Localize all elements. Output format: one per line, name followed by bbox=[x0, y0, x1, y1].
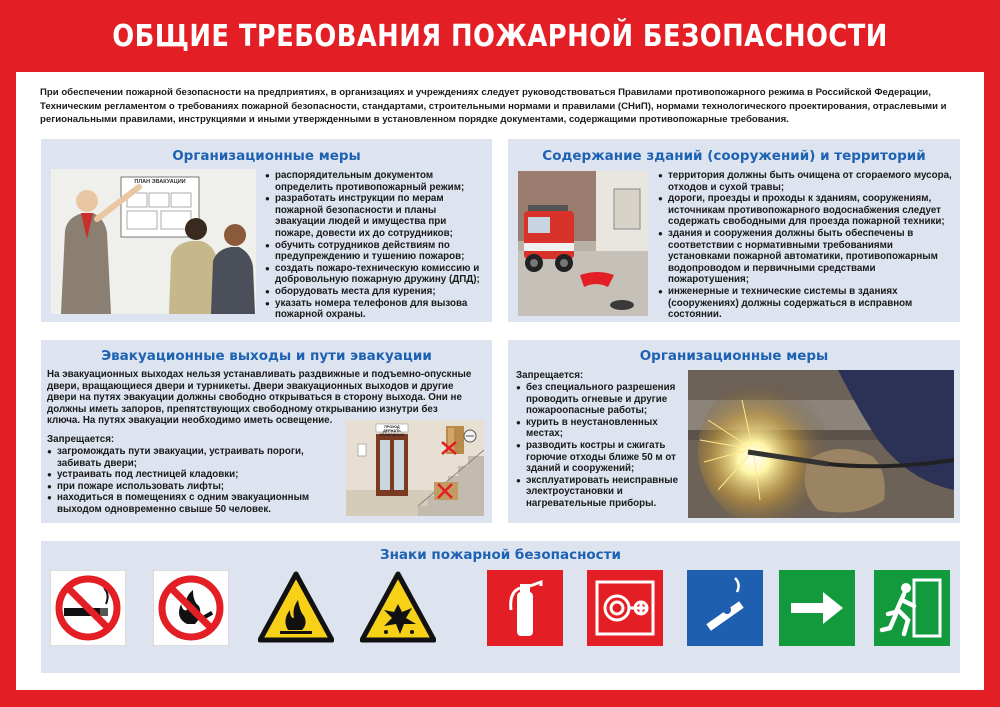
panel-title: Организационные меры bbox=[172, 148, 361, 164]
list-item: ● эксплуатировать неисправные электроустановки и нагревательные приборы. bbox=[516, 475, 684, 510]
list-item: ● загромождать пути эвакуации, устраивать пороги, забивать двери; bbox=[47, 446, 337, 469]
intro-text: При обеспечении пожарной безопасности на предприятиях, в организациях и учреждениях следует руководствоваться Правилами противопожарного режима в Российской Федерации, Техническим регламентом о требованиях пожарной безопасности, стандартами, строительными нормами и правилами (СНиП), нормами технологического проектирования, отраслевыми и региональными правилами, инструкциями и иными утвержденными в установленном порядке документами, содержащими противопожарные требования. bbox=[40, 87, 947, 125]
explosive-warning-icon bbox=[360, 570, 436, 646]
direction-arrow-icon bbox=[779, 570, 855, 646]
no-open-flame-icon bbox=[153, 570, 229, 646]
evacuation-plan-illustration bbox=[51, 169, 256, 314]
list-item: ● разводить костры и сжигать горючие отходы ближе 50 м от зданий и сооружений; bbox=[516, 440, 684, 475]
flammable-warning-icon bbox=[258, 570, 334, 646]
forbidden-label: Запрещается: bbox=[516, 370, 584, 381]
panel-organizational-measures-2 bbox=[508, 340, 960, 523]
fire-extinguisher-icon bbox=[487, 570, 563, 646]
org-measures-list bbox=[265, 170, 487, 321]
list-item: ● разработать инструкции по мерам пожарной безопасности и планы эвакуации людей и имущества при пожаре, довести их до сотрудников; bbox=[265, 193, 487, 239]
list-item: ● создать пожаро-техническую комиссию и добровольную пожарную дружину (ДПД); bbox=[265, 263, 487, 286]
signs-row bbox=[50, 570, 950, 646]
list-item: ● обучить сотрудников действиям по предупреждению и тушению пожаров; bbox=[265, 240, 487, 263]
corridor-illustration bbox=[346, 420, 484, 516]
panel-evacuation-exits bbox=[41, 340, 492, 523]
list-item: ● инженерные и технические системы в зданиях (сооружениях) должны содержаться в исправном состоянии. bbox=[658, 286, 956, 321]
evac-forbidden-list bbox=[47, 446, 337, 516]
fire-truck-illustration bbox=[518, 171, 648, 316]
panel-title: Эвакуационные выходы и пути эвакуации bbox=[101, 348, 432, 364]
list-item: ● указать номера телефонов для вызова пожарной охраны. bbox=[265, 298, 487, 321]
no-smoking-icon bbox=[50, 570, 126, 646]
org2-forbidden-list bbox=[516, 382, 684, 510]
forbidden-label: Запрещается: bbox=[47, 434, 115, 445]
list-item: ● без специального разрешения проводить огневые и другие пожароопасные работы; bbox=[516, 382, 684, 417]
poster-title: ОБЩИЕ ТРЕБОВАНИЯ ПОЖАРНОЙ БЕЗОПАСНОСТИ bbox=[112, 18, 888, 54]
plan-label: ПЛАН ЭВАКУАЦИИ bbox=[134, 179, 186, 185]
list-item: ● оборудовать места для курения; bbox=[265, 286, 487, 298]
panel-buildings-territories bbox=[508, 139, 960, 322]
fire-hose-icon bbox=[587, 570, 663, 646]
list-item: ● территория должны быть очищена от сгораемого мусора, отходов и сухой травы; bbox=[658, 170, 956, 193]
evac-text: На эвакуационных выходах нельзя устанавливать раздвижные и подъемно-опускные двери, вращающиеся двери и турникеты. Двери эвакуационных выходов и другие двери на путях эвакуации должны свободно открываться в сторону выхода. Они не должны иметь запоров, препятствующих свободному открыванию изнутри без ключа. На путях эвакуации необходимо иметь освещение. bbox=[47, 369, 472, 427]
panel-title: Знаки пожарной безопасности bbox=[380, 547, 621, 563]
welding-illustration bbox=[688, 370, 954, 518]
list-item: ● здания и сооружения должны быть обеспечены в соответствии с нормативными требованиями установками пожарной автоматики, противопожарным водопроводом и первичными средствами пожаротушения; bbox=[658, 228, 956, 286]
door-sign-label: ПРОХОД ДЕРЖАТЬ СВОБОДНЫМ bbox=[379, 425, 405, 437]
smoking-area-icon bbox=[687, 570, 763, 646]
emergency-exit-icon bbox=[874, 570, 950, 646]
list-item: ● распорядительным документом определить противопожарный режим; bbox=[265, 170, 487, 193]
panel-title: Организационные меры bbox=[639, 348, 829, 364]
list-item: ● устраивать под лестницей кладовки; bbox=[47, 469, 337, 481]
list-item: ● дороги, проезды и проходы к зданиям, сооружениям, источникам противопожарного водоснабжения следует содержать свободными для проезда пожарной техники; bbox=[658, 193, 956, 228]
poster-sheet bbox=[16, 72, 984, 690]
buildings-list bbox=[658, 170, 956, 321]
panel-organizational-measures bbox=[41, 139, 492, 322]
list-item: ● при пожаре использовать лифты; bbox=[47, 481, 337, 493]
list-item: ● курить в неустановленных местах; bbox=[516, 417, 684, 440]
list-item: ● находиться в помещениях с одним эвакуационным выходом одновременно свыше 50 человек. bbox=[47, 492, 337, 515]
panel-title: Содержание зданий (сооружений) и территорий bbox=[542, 148, 926, 164]
